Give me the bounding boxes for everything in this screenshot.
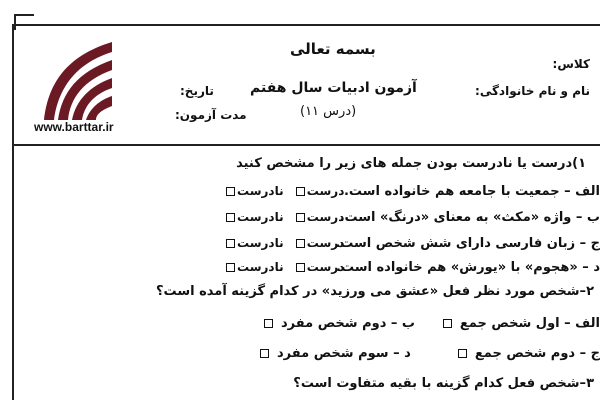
q2-option-b [262,316,415,331]
true-label: درست [306,260,345,274]
q2-option-a-label: الف – اول شخص جمع [459,316,600,331]
q2-option-d-label: د – سوم شخص مفرد [277,346,411,361]
website-url: www.barttar.ir [34,120,114,134]
true-checkbox[interactable] [296,187,305,196]
true-checkbox[interactable] [296,213,305,222]
class-label: کلاس: [552,57,590,71]
q1-item-d: د – «هجوم» با «یورش» هم خانواده است. [336,260,600,275]
false-checkbox[interactable] [226,213,235,222]
q2-option-b-checkbox[interactable] [264,319,273,328]
q1-item-b-choices [224,210,344,224]
page-title: بسمه تعالی [290,40,376,58]
header-divider [12,144,600,146]
q1-item-c-choices [224,236,344,250]
question-2-prompt: ۲–شخص مورد نظر فعل «عشق می ورزید» در کدام گزینه آمده است؟ [156,284,594,299]
duration-label: مدت آزمون: [175,108,247,122]
true-label: درست [306,210,345,224]
q2-option-d [258,346,411,361]
q2-option-c-label: ج – دوم شخص جمع [474,346,600,361]
false-label: نادرست [237,210,284,224]
q1-item-a: الف – جمعیت با جامعه هم خانواده است. [343,184,600,199]
true-checkbox[interactable] [296,263,305,272]
exam-title: آزمون ادبیات سال هفتم [250,80,417,96]
q1-item-c: ج – زبان فارسی دارای شش شخص است. [335,236,600,251]
false-label: نادرست [237,184,284,198]
q2-option-d-checkbox[interactable] [260,349,269,358]
false-checkbox[interactable] [226,187,235,196]
q1-item-d-choices [224,260,344,274]
q2-option-c-checkbox[interactable] [458,349,467,358]
true-checkbox[interactable] [296,239,305,248]
q1-item-a-choices [224,184,344,198]
q2-option-b-label: ب – دوم شخص مفرد [281,316,415,331]
true-label: درست [306,184,345,198]
q2-option-a [441,316,600,331]
barttar-logo-icon [38,34,118,124]
name-label: نام و نام خانوادگی: [475,84,590,98]
question-3-prompt: ۳–شخص فعل کدام گزینه با بقیه متفاوت است؟ [293,376,594,391]
false-label: نادرست [237,260,284,274]
q1-item-b: ب – واژه «مکث» به معنای «درنگ» است. [339,210,600,225]
false-label: نادرست [237,236,284,250]
q2-option-a-checkbox[interactable] [443,319,452,328]
lesson-label: (درس ۱۱) [300,104,357,119]
question-1-prompt: ۱)درست یا نادرست بودن جمله های زیر را مشخص کنید [236,156,586,171]
date-label: تاریخ: [180,84,214,98]
false-checkbox[interactable] [226,263,235,272]
true-label: درست [306,236,345,250]
false-checkbox[interactable] [226,239,235,248]
q2-option-c [456,346,600,361]
